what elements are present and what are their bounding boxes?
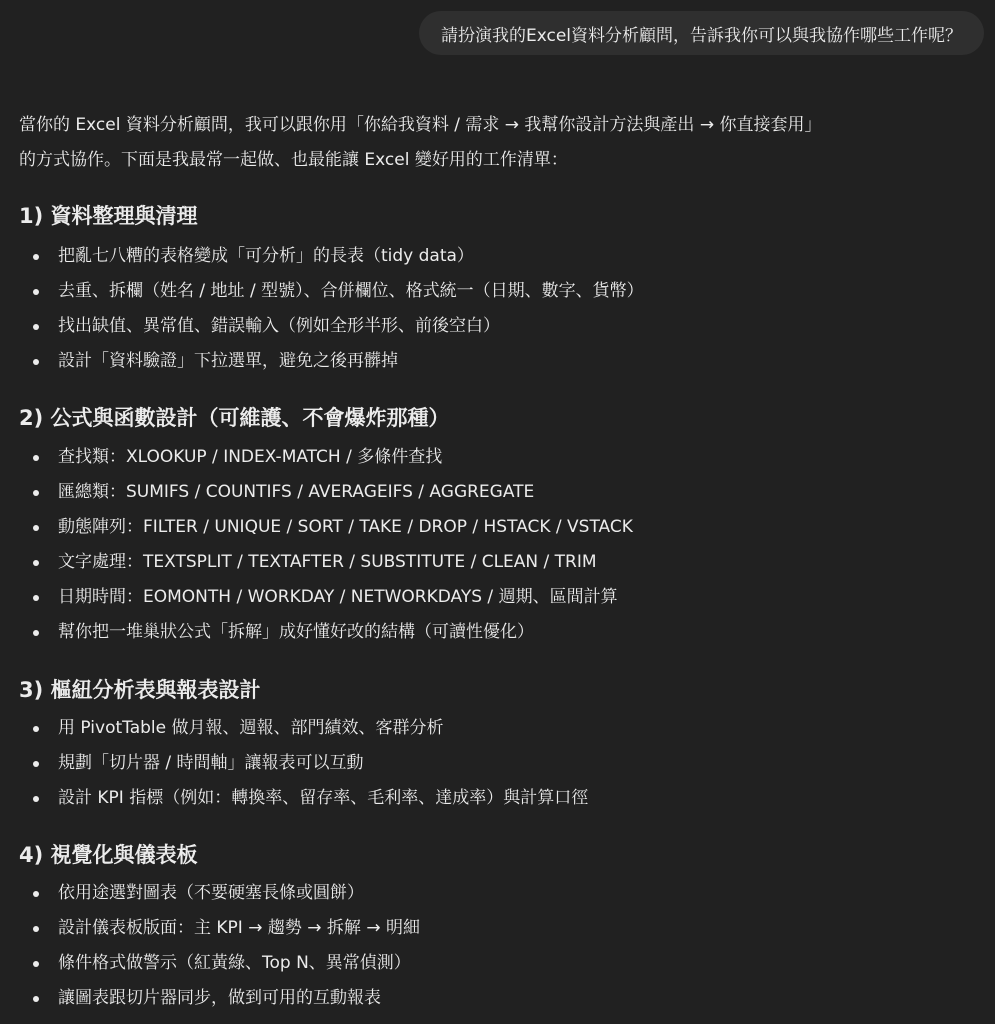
list-item-text: 讓圖表跟切片器同步，做到可用的互動報表 — [58, 988, 381, 1008]
list-item — [19, 981, 420, 1016]
bullet-icon — [33, 796, 39, 802]
list-item — [19, 580, 633, 615]
bullet-icon — [33, 630, 39, 636]
list-item — [19, 510, 633, 545]
list-item — [19, 711, 588, 746]
list-item — [19, 946, 420, 981]
list-item — [19, 440, 633, 475]
section-title-pivot-reports: 3) 樞紐分析表與報表設計 — [19, 678, 261, 702]
list-item-text: 匯總類：SUMIFS / COUNTIFS / AVERAGEIFS / AGGREGATE — [58, 482, 535, 502]
bullet-icon — [33, 891, 39, 897]
list-item — [19, 309, 644, 344]
section-title-visualization: 4) 視覺化與儀表板 — [19, 843, 198, 867]
bullet-icon — [33, 926, 39, 932]
list-item-text: 日期時間：EOMONTH / WORKDAY / NETWORKDAYS / 週期、區間計算 — [58, 587, 618, 607]
intro-line-2: 的方式協作。下面是我最常一起做、也最能讓 Excel 變好用的工作清單： — [19, 150, 568, 170]
list-item — [19, 746, 588, 781]
section-list-visualization — [19, 876, 420, 1016]
list-item-text: 用 PivotTable 做月報、週報、部門績效、客群分析 — [58, 718, 444, 738]
bullet-icon — [33, 761, 39, 767]
list-item-text: 幫你把一堆巢狀公式「拆解」成好懂好改的結構（可讀性優化） — [58, 622, 534, 642]
list-item — [19, 274, 644, 309]
list-item — [19, 876, 420, 911]
bullet-icon — [33, 254, 39, 260]
list-item-text: 查找類：XLOOKUP / INDEX-MATCH / 多條件查找 — [58, 447, 443, 467]
bullet-icon — [33, 961, 39, 967]
list-item — [19, 911, 420, 946]
intro-line-1: 當你的 Excel 資料分析顧問，我可以跟你用「你給我資料 / 需求 → 我幫你設計方法與產出 → 你直接套用」 — [19, 115, 822, 135]
bullet-icon — [33, 324, 39, 330]
list-item-text: 規劃「切片器 / 時間軸」讓報表可以互動 — [58, 753, 364, 773]
bullet-icon — [33, 455, 39, 461]
list-item-text: 條件格式做警示（紅黃綠、Top N、異常偵測） — [58, 953, 411, 973]
list-item-text: 把亂七八糟的表格變成「可分析」的長表（tidy data） — [58, 246, 474, 266]
section-title-data-cleaning: 1) 資料整理與清理 — [19, 204, 198, 228]
bullet-icon — [33, 525, 39, 531]
list-item-text: 去重、拆欄（姓名 / 地址 / 型號）、合併欄位、格式統一（日期、數字、貨幣） — [58, 281, 644, 301]
bullet-icon — [33, 359, 39, 365]
bullet-icon — [33, 289, 39, 295]
section-list-formula-design — [19, 440, 633, 650]
section-list-pivot-reports — [19, 711, 588, 816]
bullet-icon — [33, 560, 39, 566]
list-item — [19, 475, 633, 510]
list-item-text: 文字處理：TEXTSPLIT / TEXTAFTER / SUBSTITUTE / CLEAN / TRIM — [58, 552, 597, 572]
list-item-text: 依用途選對圖表（不要硬塞長條或圓餅） — [58, 883, 364, 903]
list-item-text: 動態陣列：FILTER / UNIQUE / SORT / TAKE / DROP / HSTACK / VSTACK — [58, 517, 633, 537]
list-item-text: 設計「資料驗證」下拉選單，避免之後再髒掉 — [58, 351, 398, 371]
list-item-text: 設計 KPI 指標（例如：轉換率、留存率、毛利率、達成率）與計算口徑 — [58, 788, 589, 808]
user-message-text: 請扮演我的Excel資料分析顧問，告訴我你可以與我協作哪些工作呢？ — [440, 25, 962, 46]
list-item-text: 找出缺值、異常值、錯誤輸入（例如全形半形、前後空白） — [58, 316, 500, 336]
list-item — [19, 781, 588, 816]
list-item — [19, 239, 644, 274]
list-item-text: 設計儀表板版面：主 KPI → 趨勢 → 拆解 → 明細 — [58, 918, 420, 938]
section-list-data-cleaning — [19, 239, 644, 379]
bullet-icon — [33, 726, 39, 732]
bullet-icon — [33, 490, 39, 496]
bullet-icon — [33, 996, 39, 1002]
list-item — [19, 615, 633, 650]
intro-paragraph — [19, 108, 979, 178]
assistant-answer — [19, 108, 979, 1008]
bullet-icon — [33, 595, 39, 601]
section-title-formula-design: 2) 公式與函數設計（可維護、不會爆炸那種） — [19, 406, 450, 430]
list-item — [19, 545, 633, 580]
user-message-bubble — [419, 11, 984, 55]
list-item — [19, 344, 644, 379]
